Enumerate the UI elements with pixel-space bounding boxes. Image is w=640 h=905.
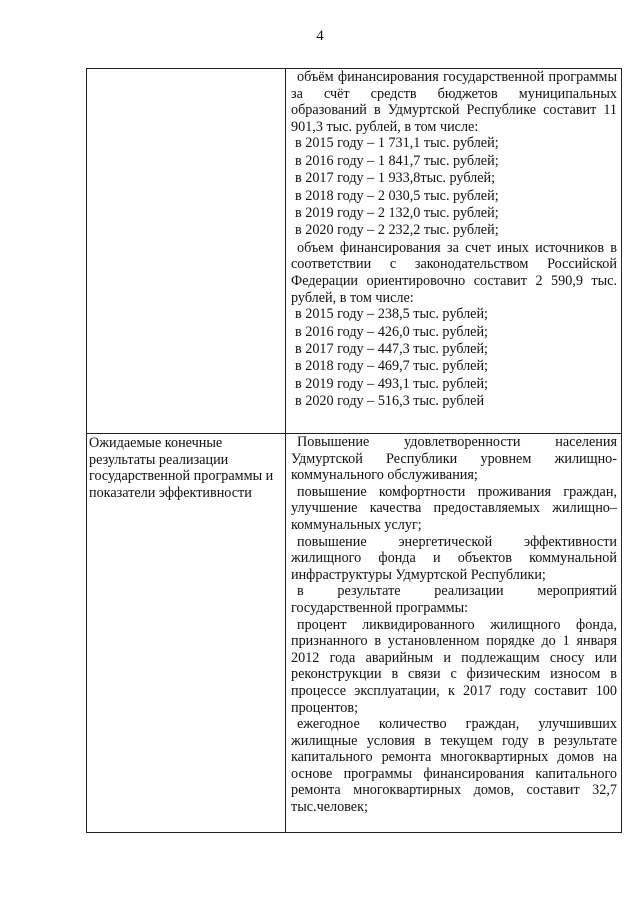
list-item: в 2016 году – 426,0 тыс. рублей; bbox=[295, 323, 488, 340]
row-content-cell bbox=[286, 69, 622, 434]
table-row bbox=[87, 434, 622, 833]
page-number: 4 bbox=[316, 28, 324, 44]
result-paragraph: в результате реализации мероприятий государственной программы: bbox=[291, 583, 617, 616]
list-item: в 2017 году – 447,3 тыс. рублей; bbox=[295, 341, 488, 357]
row-content-cell bbox=[286, 434, 622, 833]
row-label-cell bbox=[87, 69, 286, 434]
list-item: в 2020 году – 516,3 тыс. рублей bbox=[295, 393, 485, 410]
list-item: в 2015 году – 238,5 тыс. рублей; bbox=[295, 306, 488, 323]
list-item: в 2019 году – 2 132,0 тыс. рублей; bbox=[295, 205, 499, 221]
list-item: в 2018 году – 469,7 тыс. рублей; bbox=[295, 358, 488, 375]
result-paragraph: процент ликвидированного жилищного фонда, признанного в установленном порядке до 1 января 2012 года аварийным и подлежащим сносу или реконструкции в связи с физическим износом в процессе эксплуатации, к 2017 году составит 100 процентов; bbox=[291, 616, 617, 716]
result-paragraph: ежегодное количество граждан, улучшивших жилищные условия в текущем году в результате капитального ремонта многоквартирных домов на основе программы финансирования капитального ремонта многоквартирных домов, составит 32,7 тыс.человек; bbox=[291, 716, 617, 816]
row-label: Ожидаемые конечные результаты реализации государственной программы и показатели эффективности bbox=[89, 435, 274, 501]
list-item: в 2017 году – 1 933,8тыс. рублей; bbox=[295, 170, 496, 187]
municipal-funding-text: объём финансирования государственной программы за счёт средств бюджетов муниципальных образований в Удмуртской Республике составит 11 901,3 тыс. рублей, в том числе: bbox=[291, 69, 617, 135]
list-item: в 2016 году – 1 841,7 тыс. рублей; bbox=[295, 152, 499, 169]
result-paragraph: Повышение удовлетворенности населения Удмуртской Республики уровнем жилищно-коммунального обслуживания; bbox=[291, 434, 617, 484]
list-item: в 2018 году – 2 030,5 тыс. рублей; bbox=[295, 187, 499, 204]
list-item: в 2019 году – 493,1 тыс. рублей; bbox=[295, 375, 488, 392]
other-funding-text: объем финансирования за счет иных источников в соответствии с законодательством Российской Федерации ориентировочно составит 2 590,9 тыс. рублей, в том числе: bbox=[291, 239, 617, 306]
row-label bbox=[87, 69, 285, 70]
result-paragraph: повышение комфортности проживания граждан, улучшение качества предоставляемых жилищно–коммунальных услуг; bbox=[291, 483, 617, 533]
passport-table bbox=[86, 68, 622, 833]
list-item: в 2015 году – 1 731,1 тыс. рублей; bbox=[295, 135, 499, 152]
result-paragraph: повышение энергетической эффективности жилищного фонда и объектов коммунальной инфраструктуры Удмуртской Республики; bbox=[291, 533, 617, 583]
row-label-cell bbox=[87, 434, 286, 833]
table-row bbox=[87, 69, 622, 434]
list-item: в 2020 году – 2 232,2 тыс. рублей; bbox=[295, 222, 499, 239]
